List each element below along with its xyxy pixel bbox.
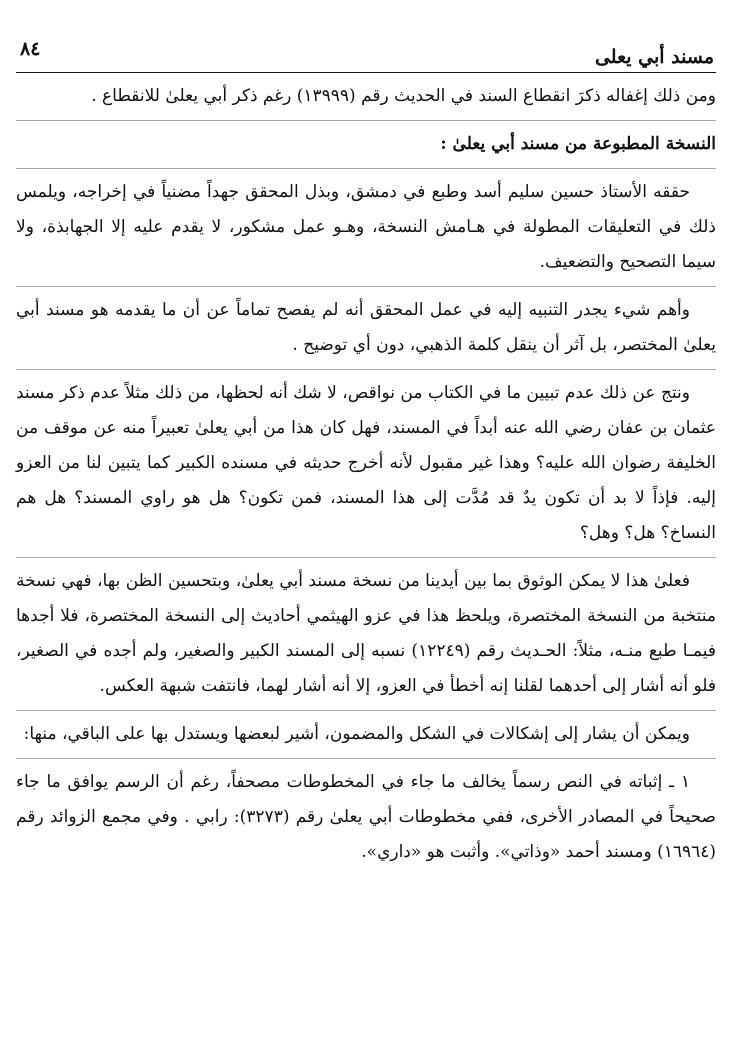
paragraph-6: ويمكن أن يشار إلى إشكالات في الشكل والمضمون، أشير لبعضها ويستدل بها على الباقي، منها:: [23, 724, 690, 744]
divider: [16, 168, 716, 169]
section-heading: النسخة المطبوعة من مسند أبي يعلىٰ :: [440, 134, 716, 154]
divider: [16, 758, 716, 759]
paragraph-3: وأهم شيء يجدر التنبيه إليه في عمل المحقق أنه لم يفصح تماماً عن أن ما يقدمه هو مسند أبي يعلىٰ المختصر، بل آثر أن ينقل كلمة الذهبي، دون أي توضيح .: [16, 300, 716, 355]
book-page: [16, 36, 716, 876]
divider: [16, 369, 716, 370]
divider: [16, 710, 716, 711]
paragraph-4: ونتج عن ذلك عدم تبيين ما في الكتاب من نواقص، لا شك أنه لحظها، من ذلك مثلاً عدم ذكر مسند عثمان بن عفان رضي الله عنه أبداً في المسند، فهل كان هذا من أبي يعلىٰ تعبيراً منه عن موقف من الخليفة رضوان الله عليه؟ وهذا غير مقبول لأنه أخرج حديثه في مسنده الكبير كما يتبين لنا من العزو إليه. فإذاً لا بد أن تكون يدٌ قد مُدَّت إلى هذا المسند، فمن تكون؟ هل هو راوي المسند؟ هل هم النساخ؟ هل؟ وهل؟: [16, 383, 716, 543]
running-title: مسند أبي يعلى: [594, 46, 714, 68]
divider: [16, 286, 716, 287]
page-body: [16, 79, 716, 870]
divider: [16, 557, 716, 558]
paragraph-5: فعلىٰ هذا لا يمكن الوثوق بما بين أيدينا من نسخة مسند أبي يعلىٰ، وبتحسين الظن بها، فهي نسخة منتخبة من النسخة المختصرة، ويلحظ هذا في عزو الهيثمي أحاديث إلى النسخة المختصرة، فلا أجدها فيمـا طبع منـه، مثلاً: الحـديث رقم (١٢٢٤٩) نسبه إلى المسند الكبير والصغير، ولم أجده في الصغير، فلو أنه أشار إلى أحدهما لقلنا إنه أخطأ في العزو، إلا أنه أشار لهما، فانتفت شبهة العكس.: [16, 571, 716, 696]
paragraph-2: حققه الأستاذ حسين سليم أسد وطبع في دمشق، وبذل المحقق جهداً مضنياً في إخراجه، ويلمس ذلك في التعليقات المطولة في هـامش النسخة، وهـو عمل مشكور، لا يقدم عليه إلا الجهابذة، ولا سيما التصحيح والتضعيف.: [16, 182, 716, 272]
paragraph-7: ١ ـ إثباته في النص رسماً يخالف ما جاء في المخطوطات مصحفاً، رغم أن الرسم يوافق ما جاء صحيحاً في المصادر الأخرى، ففي مخطوطات أبي يعلىٰ رقم (٣٢٧٣): رابي . وفي مجمع الزوائد رقم (١٦٩٦٤) ومسند أحمد «وذاتي». وأثبت هو «داري».: [16, 772, 716, 862]
paragraph-1: ومن ذلك إغفاله ذكرَ انقطاع السند في الحديث رقم (١٣٩٩٩) رغم ذكر أبي يعلىٰ للانقطاع .: [91, 86, 716, 106]
page-header: [16, 36, 716, 73]
page-number: ٨٤: [20, 38, 41, 60]
divider: [16, 120, 716, 121]
